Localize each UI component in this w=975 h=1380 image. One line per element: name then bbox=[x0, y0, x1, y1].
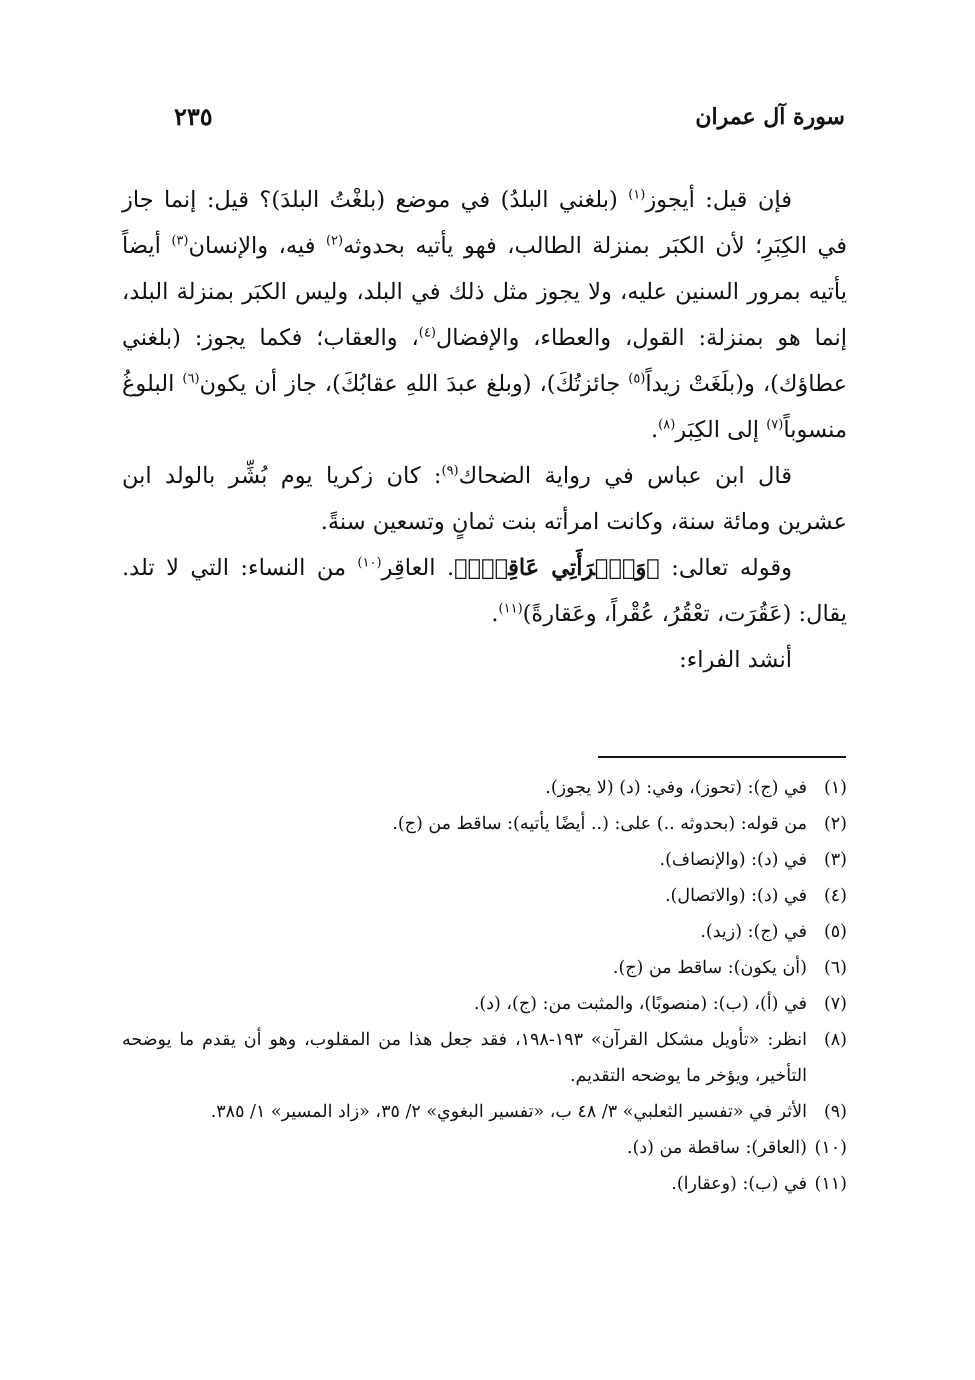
text-run: إلى الكِبَر bbox=[675, 417, 767, 443]
footnote-number: (٥) bbox=[823, 922, 847, 942]
footnote-ref-10: (١٠) bbox=[357, 555, 382, 571]
footnote-number: (٦) bbox=[823, 958, 847, 978]
footnote-text: في (أ)، (ب): (منصوبًا)، والمثبت من: (ج)، (د). bbox=[473, 994, 807, 1014]
paragraph-2 bbox=[122, 453, 847, 545]
footnote-ref-8: (٨) bbox=[658, 417, 676, 433]
page-header bbox=[150, 100, 845, 140]
footnote-number: (٣) bbox=[823, 850, 847, 870]
footnote-text: من قوله: (بحدوثه ..) على: (.. أيضًا يأتيه): ساقط من (ج). bbox=[392, 814, 807, 834]
paragraph-3 bbox=[122, 545, 847, 637]
footnote-ref-5: (٥) bbox=[628, 371, 646, 387]
text-run: : كان زكريا يوم بُشِّر بالولد ابن عشرين ومائة سنة، وكانت امرأته بنت ثمانٍ وتسعين سنةً. bbox=[122, 463, 847, 535]
footnote-number: (٤) bbox=[823, 886, 847, 906]
running-title: سورة آل عمران bbox=[695, 104, 845, 130]
footnote-ref-4: (٤) bbox=[418, 325, 436, 341]
footnote-text: في (ج): (تحوز)، وفي: (د) (لا يجوز). bbox=[545, 778, 807, 798]
text-run: فيه، والإنسان bbox=[188, 233, 326, 259]
footnote-number: (١١) bbox=[814, 1174, 847, 1194]
footnote-item bbox=[122, 878, 847, 914]
footnote-text: في (د): (والإنصاف). bbox=[659, 850, 807, 870]
text-run: فإن قيل: أيجوز bbox=[645, 187, 792, 213]
footnote-item bbox=[122, 986, 847, 1022]
footnote-number: (١) bbox=[823, 778, 847, 798]
footnote-text: في (ب): (وعقارا). bbox=[671, 1174, 807, 1194]
footnote-text: الأثر في «تفسير الثعلبي» ٣/ ٤٨ ب، «تفسير البغوي» ٢/ ٣٥، «زاد المسير» ١/ ٣٨٥. bbox=[210, 1102, 807, 1122]
footnote-number: (٧) bbox=[823, 994, 847, 1014]
footnote-text: (أن يكون): ساقط من (ج). bbox=[612, 958, 807, 978]
footnote-text: في (ج): (زيد). bbox=[700, 922, 807, 942]
text-run: أيضاً يأتيه بمرور السنين عليه، ولا يجوز مثل ذلك في البلد، وليس الكبَر بمنزلة البلد، إنما هو بمنزلة: القول، والعطاء، والإفضال bbox=[122, 233, 847, 351]
footnote-item bbox=[122, 770, 847, 806]
text-run: قال ابن عباس في رواية الضحاك bbox=[458, 463, 792, 489]
footnote-number: (٨) bbox=[823, 1030, 847, 1050]
footnote-ref-7: (٧) bbox=[766, 417, 784, 433]
text-run: جائزتُكَ)، (وبلغ عبدَ اللهِ عقابُكَ)، جاز أن يكون bbox=[199, 371, 629, 397]
footnote-number: (٢) bbox=[823, 814, 847, 834]
footnote-text: انظر: «تأويل مشكل القرآن» ١٩٣-١٩٨، فقد جعل هذا من المقلوب، وهو أن يقدم ما يوضحه التأخير، ويؤخر ما يوضحه التقديم. bbox=[122, 1030, 807, 1086]
footnotes bbox=[122, 770, 847, 1202]
text-run: . bbox=[491, 601, 499, 627]
footnote-item bbox=[122, 1094, 847, 1130]
footnote-item bbox=[122, 806, 847, 842]
text-run: من النساء: التي لا تلد. يقال: (عَقُرَت، تعْقُرُ، عُقْراً، وعَقارةً) bbox=[122, 555, 847, 627]
text-run: . العاقِر bbox=[381, 555, 455, 581]
footnote-item bbox=[122, 842, 847, 878]
footnote-item bbox=[122, 1022, 847, 1094]
paragraph-4: أنشد الفراء: bbox=[679, 647, 792, 673]
page-number: ٢٣٥ bbox=[174, 102, 213, 131]
footnote-item bbox=[122, 1166, 847, 1202]
footnote-separator bbox=[598, 756, 846, 758]
footnote-ref-3: (٣) bbox=[171, 233, 189, 249]
footnote-ref-9: (٩) bbox=[441, 463, 459, 479]
footnote-item bbox=[122, 914, 847, 950]
text-run: ، والعقاب؛ فكما يجوز: (بلغني عطاؤك)، و(بلَغَتْ زيداً bbox=[122, 325, 848, 397]
footnote-ref-2: (٢) bbox=[325, 233, 344, 249]
footnote-ref-11: (١١) bbox=[498, 601, 523, 617]
text-run: وقوله تعالى: bbox=[659, 555, 792, 581]
footnote-number: (٩) bbox=[823, 1102, 847, 1122]
footnote-text: في (د): (والاتصال). bbox=[664, 886, 807, 906]
footnote-ref-6: (٦) bbox=[182, 371, 200, 387]
main-text bbox=[122, 177, 847, 683]
footnote-item bbox=[122, 950, 847, 986]
footnote-item bbox=[122, 1130, 847, 1166]
footnote-text: (العاقر): ساقطة من (د). bbox=[626, 1138, 807, 1158]
footnote-number: (١٠) bbox=[814, 1138, 847, 1158]
text-run: (بلغني البلدُ) في موضع (بلغْتُ البلدَ)؟ قيل: إنما جاز في الكِبَرِ؛ لأن الكبَر بمنزلة الطالب، فهو يأتيه بحدوثه bbox=[122, 187, 847, 259]
footnote-ref-1: (١) bbox=[628, 187, 646, 203]
quran-verse: ﴿وَٱمۡرَأَتِي عَاقِرٞۖ﴾ bbox=[454, 555, 660, 581]
paragraph-1 bbox=[122, 177, 847, 453]
text-run: البلوغُ منسوباً bbox=[122, 371, 847, 443]
text-run: . bbox=[651, 417, 659, 443]
